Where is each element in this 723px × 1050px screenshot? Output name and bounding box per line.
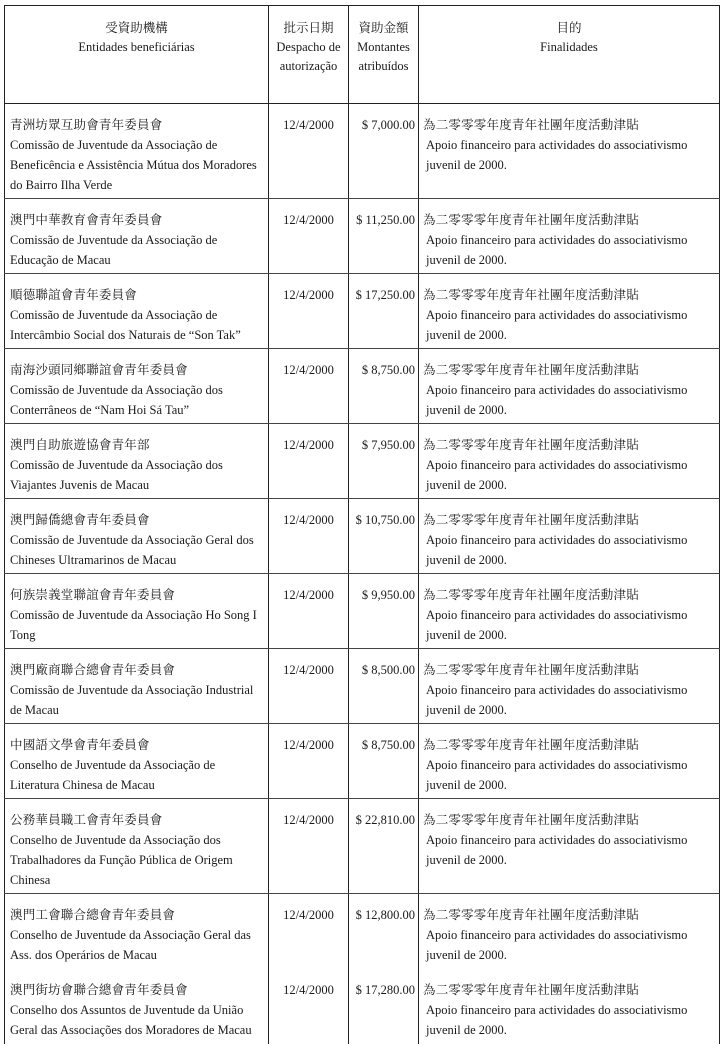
amount-cell: $ 12,800.00 xyxy=(349,894,419,969)
purpose-zh: 為二零零零年度青年社團年度活動津貼 xyxy=(423,438,639,452)
purpose-pt: Apoio financeiro para actividades do associativismo juvenil de 2000. xyxy=(426,928,688,962)
purpose-cell xyxy=(419,499,720,574)
purpose-cell xyxy=(419,894,720,969)
purpose-cell xyxy=(419,349,720,424)
amount-cell: $ 8,750.00 xyxy=(349,349,419,424)
table-row xyxy=(5,969,720,1044)
date-cell: 12/4/2000 xyxy=(269,424,349,499)
entity-cell xyxy=(5,574,269,649)
header-date xyxy=(269,6,349,104)
amount-cell: $ 9,950.00 xyxy=(349,574,419,649)
entity-name-pt: Conselho de Juventude da Associação dos Trabalhadores da Função Pública de Origem Chinesa xyxy=(10,833,233,887)
purpose-pt: Apoio financeiro para actividades do associativismo juvenil de 2000. xyxy=(426,458,688,492)
purpose-cell xyxy=(419,274,720,349)
entity-cell xyxy=(5,424,269,499)
amount-cell: $ 22,810.00 xyxy=(349,799,419,894)
purpose-cell xyxy=(419,649,720,724)
entity-name-zh: 澳門廠商聯合總會青年委員會 xyxy=(10,663,176,677)
amount-cell: $ 7,000.00 xyxy=(349,104,419,199)
entity-cell xyxy=(5,799,269,894)
date-cell: 12/4/2000 xyxy=(269,894,349,969)
header-purpose xyxy=(419,6,720,104)
entity-name-pt: Comissão de Juventude da Associação de Educação de Macau xyxy=(10,233,218,267)
purpose-zh: 為二零零零年度青年社團年度活動津貼 xyxy=(423,982,639,997)
purpose-pt: Apoio financeiro para actividades do associativismo juvenil de 2000. xyxy=(426,383,688,417)
purpose-zh: 為二零零零年度青年社團年度活動津貼 xyxy=(423,588,639,602)
header-date-zh: 批示日期 xyxy=(283,21,334,35)
entity-name-pt: Comissão de Juventude da Associação dos Viajantes Juvenis de Macau xyxy=(10,458,223,492)
purpose-zh: 為二零零零年度青年社團年度活動津貼 xyxy=(423,213,639,227)
entity-name-zh: 澳門工會聯合總會青年委員會 xyxy=(10,908,176,922)
date-cell: 12/4/2000 xyxy=(269,349,349,424)
header-purpose-zh: 目的 xyxy=(556,21,582,35)
header-purpose-pt: Finalidades xyxy=(540,40,598,54)
purpose-pt: Apoio financeiro para actividades do associativismo juvenil de 2000. xyxy=(426,233,688,267)
header-amount-pt: Montantes atribuídos xyxy=(357,40,410,73)
purpose-cell xyxy=(419,574,720,649)
purpose-pt: Apoio financeiro para actividades do associativismo juvenil de 2000. xyxy=(426,833,688,867)
purpose-pt: Apoio financeiro para actividades do associativismo juvenil de 2000. xyxy=(426,608,688,642)
entity-cell xyxy=(5,499,269,574)
entity-name-zh: 公務華員職工會青年委員會 xyxy=(10,813,163,827)
entity-cell xyxy=(5,724,269,799)
header-entity xyxy=(5,6,269,104)
purpose-pt: Apoio financeiro para actividades do associativismo juvenil de 2000. xyxy=(426,758,688,792)
date-cell: 12/4/2000 xyxy=(269,274,349,349)
entity-name-pt: Comissão de Juventude da Associação de Beneficência e Assistência Mútua dos Moradores do Bairro Ilha Verde xyxy=(10,138,257,192)
date-cell: 12/4/2000 xyxy=(269,574,349,649)
purpose-zh: 為二零零零年度青年社團年度活動津貼 xyxy=(423,663,639,677)
table-row xyxy=(5,799,720,894)
table-row xyxy=(5,499,720,574)
entity-name-zh: 何族崇義堂聯誼會青年委員會 xyxy=(10,588,176,602)
date-cell: 12/4/2000 xyxy=(269,199,349,274)
entity-name-pt: Comissão de Juventude da Associação Industrial de Macau xyxy=(10,683,254,717)
header-entity-pt: Entidades beneficiárias xyxy=(78,40,195,54)
entity-cell xyxy=(5,894,269,969)
date-cell: 12/4/2000 xyxy=(269,969,349,1044)
amount-cell: $ 8,750.00 xyxy=(349,724,419,799)
purpose-zh: 為二零零零年度青年社團年度活動津貼 xyxy=(423,288,639,302)
purpose-zh: 為二零零零年度青年社團年度活動津貼 xyxy=(423,513,639,527)
amount-cell: $ 10,750.00 xyxy=(349,499,419,574)
amount-cell: $ 17,250.00 xyxy=(349,274,419,349)
purpose-cell xyxy=(419,969,720,1044)
table-row xyxy=(5,424,720,499)
header-date-pt: Despacho de autorização xyxy=(276,40,341,73)
table-row xyxy=(5,199,720,274)
purpose-pt: Apoio financeiro para actividades do associativismo juvenil de 2000. xyxy=(426,1002,688,1037)
purpose-cell xyxy=(419,724,720,799)
purpose-zh: 為二零零零年度青年社團年度活動津貼 xyxy=(423,738,639,752)
table-header-row xyxy=(5,6,720,104)
table-row xyxy=(5,724,720,799)
purpose-cell xyxy=(419,424,720,499)
table-row xyxy=(5,274,720,349)
table-row xyxy=(5,574,720,649)
entity-name-zh: 中國語文學會青年委員會 xyxy=(10,738,150,752)
amount-cell: $ 11,250.00 xyxy=(349,199,419,274)
purpose-cell xyxy=(419,104,720,199)
date-cell: 12/4/2000 xyxy=(269,499,349,574)
purpose-pt: Apoio financeiro para actividades do associativismo juvenil de 2000. xyxy=(426,683,688,717)
purpose-zh: 為二零零零年度青年社團年度活動津貼 xyxy=(423,363,639,377)
table-row xyxy=(5,349,720,424)
entity-name-pt: Conselho dos Assuntos de Juventude da União Geral das Associações dos Moradores de Macau xyxy=(10,1002,252,1037)
amount-cell: $ 17,280.00 xyxy=(349,969,419,1044)
entity-name-pt: Conselho de Juventude da Associação Geral das Ass. dos Operários de Macau xyxy=(10,928,251,962)
purpose-cell xyxy=(419,799,720,894)
header-amount xyxy=(349,6,419,104)
purpose-pt: Apoio financeiro para actividades do associativismo juvenil de 2000. xyxy=(426,533,688,567)
entity-cell xyxy=(5,969,269,1044)
entity-cell xyxy=(5,104,269,199)
entity-cell xyxy=(5,274,269,349)
entity-name-zh: 澳門中華教育會青年委員會 xyxy=(10,213,163,227)
subsidy-table xyxy=(4,5,720,1044)
purpose-zh: 為二零零零年度青年社團年度活動津貼 xyxy=(423,908,639,922)
date-cell: 12/4/2000 xyxy=(269,799,349,894)
entity-name-zh: 青洲坊眾互助會青年委員會 xyxy=(10,118,163,132)
purpose-pt: Apoio financeiro para actividades do associativismo juvenil de 2000. xyxy=(426,308,688,342)
purpose-cell xyxy=(419,199,720,274)
amount-cell: $ 7,950.00 xyxy=(349,424,419,499)
table-row xyxy=(5,894,720,969)
entity-name-zh: 澳門歸僑總會青年委員會 xyxy=(10,513,150,527)
entity-name-pt: Comissão de Juventude da Associação dos Conterrâneos de “Nam Hoi Sá Tau” xyxy=(10,383,223,417)
entity-name-pt: Comissão de Juventude da Associação Geral dos Chineses Ultramarinos de Macau xyxy=(10,533,254,567)
date-cell: 12/4/2000 xyxy=(269,724,349,799)
entity-cell xyxy=(5,199,269,274)
purpose-zh: 為二零零零年度青年社團年度活動津貼 xyxy=(423,813,639,827)
date-cell: 12/4/2000 xyxy=(269,649,349,724)
entity-name-pt: Comissão de Juventude da Associação Ho Song I Tong xyxy=(10,608,257,642)
entity-name-zh: 南海沙頭同鄉聯誼會青年委員會 xyxy=(10,363,188,377)
purpose-zh: 為二零零零年度青年社團年度活動津貼 xyxy=(423,118,639,132)
entity-name-zh: 澳門街坊會聯合總會青年委員會 xyxy=(10,982,188,997)
entity-cell xyxy=(5,649,269,724)
entity-name-pt: Conselho de Juventude da Associação de Literatura Chinesa de Macau xyxy=(10,758,216,792)
header-entity-zh: 受資助機構 xyxy=(105,21,168,35)
entity-name-zh: 澳門自助旅遊協會青年部 xyxy=(10,438,150,452)
date-cell: 12/4/2000 xyxy=(269,104,349,199)
entity-name-zh: 順德聯誼會青年委員會 xyxy=(10,288,138,302)
entity-name-pt: Comissão de Juventude da Associação de Intercâmbio Social dos Naturais de “Son Tak” xyxy=(10,308,241,342)
header-amount-zh: 資助金額 xyxy=(358,21,409,35)
amount-cell: $ 8,500.00 xyxy=(349,649,419,724)
entity-cell xyxy=(5,349,269,424)
table-row xyxy=(5,104,720,199)
purpose-pt: Apoio financeiro para actividades do associativismo juvenil de 2000. xyxy=(426,138,688,172)
table-row xyxy=(5,649,720,724)
